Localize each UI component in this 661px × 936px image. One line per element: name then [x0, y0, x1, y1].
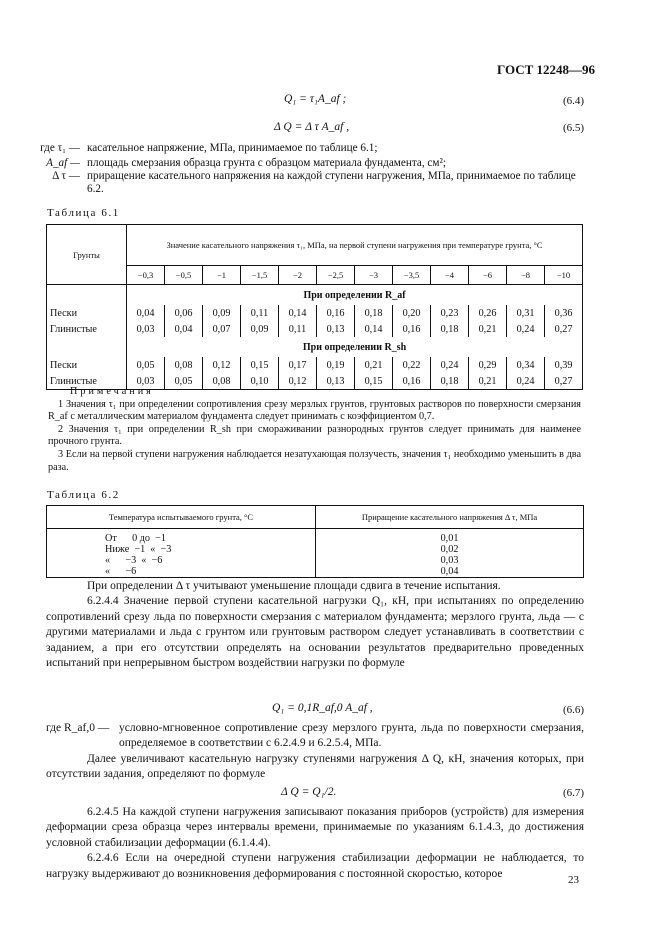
table-6-1-caption: Таблица 6.1: [47, 207, 120, 219]
legend-symbol: где τ₁ —: [40, 142, 80, 154]
soil-name: Глинистые: [47, 373, 127, 390]
table-cell: 0,06: [165, 305, 203, 321]
table-row: [47, 321, 583, 337]
table-cell: 0,05: [127, 357, 165, 373]
paragraph: При определении Δ τ учитывают уменьшение площади сдвига в течение испытания.: [87, 580, 501, 592]
temperature-header: −1: [203, 266, 241, 285]
temperature-range: Ниже −1 « −3: [47, 544, 316, 555]
table-cell: 0,21: [469, 373, 507, 390]
table-row: [47, 305, 583, 321]
page-number: 23: [568, 874, 579, 886]
table-cell: 0,21: [355, 357, 393, 373]
notes-title: Примечания: [70, 386, 154, 397]
legend-text: приращение касательного напряжения на каждой ступени нагружения, МПа, принимаемое по таблице 6.2.: [87, 170, 576, 195]
column-header-shear-stress: Значение касательного напряжения τ₁, МПа, на первой ступени нагружения при температуре грунта, °С: [127, 225, 583, 266]
formula-6-7-number: (6.7): [563, 787, 585, 799]
temperature-range: От 0 до −1: [47, 529, 316, 545]
increment-value: 0,02: [440, 544, 459, 555]
table-cell: 0,19: [317, 357, 355, 373]
column-header-temperature: Температура испытываемого грунта, °С: [47, 506, 316, 529]
table-notes: [48, 386, 581, 474]
temperature-header: −10: [545, 266, 583, 285]
table-cell: 0,21: [469, 321, 507, 337]
table-cell: 0,09: [241, 321, 279, 337]
legend-symbol: Δ τ —: [52, 170, 80, 182]
body-text-3: [46, 805, 584, 882]
paragraph: 6.2.4.6 Если на очередной ступени нагружения стабилизации деформации не наблюдается, то нагрузку выдерживают до возникновения деформирования с постоянной скоростью, которое: [46, 852, 584, 880]
table-cell: 0,18: [431, 373, 469, 390]
standard-header: ГОСТ 12248—96: [497, 62, 596, 77]
table-cell: 0,04: [165, 321, 203, 337]
body-text-2: [46, 752, 584, 783]
table-cell: 0,16: [393, 373, 431, 390]
body-text-1: [46, 579, 584, 671]
paragraph: Далее увеличивают касательную нагрузку ступенями нагружения Δ Q, кН, значения которых, при отсутствии задания, определяют по формуле: [46, 753, 584, 781]
formula-6-5: Δ Q = Δ τ A_af ,: [274, 121, 350, 133]
table-cell: 0,24: [507, 373, 545, 390]
table-cell: 0,08: [203, 373, 241, 390]
table-row: [47, 555, 584, 566]
table-cell: 0,10: [241, 373, 279, 390]
soil-name: Пески: [47, 357, 127, 373]
legend-text: касательное напряжение, МПа, принимаемое по таблице 6.1;: [87, 142, 378, 154]
table-cell: 0,29: [469, 357, 507, 373]
legend-text: площадь смерзания образца грунта с образцом материала фундамента, см²;: [87, 157, 446, 169]
soil-name: Глинистые: [47, 321, 127, 337]
table-cell: 0,03: [127, 321, 165, 337]
column-header-soils: Грунты: [47, 225, 127, 285]
table-cell: 0,04: [127, 305, 165, 321]
table-cell: 0,24: [507, 321, 545, 337]
table-cell: 0,34: [507, 357, 545, 373]
table-cell: 0,07: [203, 321, 241, 337]
column-header-increment: Приращение касательного напряжения Δ τ, МПа: [316, 506, 584, 529]
temperature-header: −8: [507, 266, 545, 285]
table-cell: 0,11: [279, 321, 317, 337]
table-cell: 0,12: [279, 373, 317, 390]
table-cell: 0,12: [203, 357, 241, 373]
table-cell: 0,16: [317, 305, 355, 321]
table-cell: 0,09: [203, 305, 241, 321]
temperature-header: −2: [279, 266, 317, 285]
table-cell: 0,03: [127, 373, 165, 390]
paragraph: 6.2.4.5 На каждой ступени нагружения записывают показания приборов (устройств) для измерения деформации среза образца через интервалы времени, принимаемые по указаниям 6.1.4.3, до достижения условной стабилизации деформации (6.1.4.4).: [46, 806, 584, 849]
temperature-header: −3,5: [393, 266, 431, 285]
symbol-legend: [0, 142, 600, 202]
table-cell: 0,27: [554, 323, 573, 335]
temperature-header: −1,5: [241, 266, 279, 285]
table-cell: 0,08: [165, 357, 203, 373]
table-cell: 0,22: [393, 357, 431, 373]
note-item: 3 Если на первой ступени нагружения наблюдается незатухающая ползучесть, значения τ₁ необходимо уменьшить в два раза.: [48, 448, 581, 473]
table-cell: 0,15: [355, 373, 393, 390]
table-cell: 0,17: [279, 357, 317, 373]
formula-6-7: Δ Q = Q₁/2.: [281, 786, 337, 798]
table-6-2: [46, 505, 584, 578]
table-cell: 0,36: [554, 307, 573, 319]
temperature-header: −6: [469, 266, 507, 285]
increment-value: 0,04: [440, 566, 459, 577]
table-cell: 0,05: [165, 373, 203, 390]
table-cell: 0,24: [431, 357, 469, 373]
note-item: 2 Значения τ₁ при определении R_sh при смораживании разнородных грунтов следует принимать для наименее прочного грунта.: [48, 423, 581, 448]
table-cell: 0,20: [393, 305, 431, 321]
table-cell: 0,11: [241, 305, 279, 321]
legend-text: условно-мгновенное сопротивление срезу мерзлого грунта, льда по поверхности смерзания, определяемое в соответствии с 6.2.4.9 и 6.2.5.4, МПа.: [119, 722, 584, 749]
formula-6-6-number: (6.6): [563, 704, 585, 716]
table-cell: 0,18: [431, 321, 469, 337]
table-cell: 0,14: [355, 321, 393, 337]
temperature-header: −4: [431, 266, 469, 285]
table-6-2-caption: Таблица 6.2: [47, 489, 120, 501]
table-row: [47, 566, 584, 578]
temperature-range: « −6: [47, 566, 316, 578]
table-cell: 0,39: [554, 359, 573, 371]
temperature-range: « −3 « −6: [47, 555, 316, 566]
table-cell: 0,26: [469, 305, 507, 321]
temperature-header: −0,5: [165, 266, 203, 285]
legend-symbol: где R_af,0 —: [46, 722, 110, 734]
table-6-1: [46, 224, 583, 390]
increment-value: 0,01: [440, 533, 459, 544]
table-cell: 0,18: [355, 305, 393, 321]
table-row: [47, 357, 583, 373]
formula-6-4-number: (6.4): [563, 95, 585, 107]
soil-name: Пески: [47, 305, 127, 321]
table-cell: 0,23: [431, 305, 469, 321]
paragraph: 6.2.4.4 Значение первой ступени касательной нагрузки Q₁, кН, при испытаниях по определению сопротивлений срезу льда по поверхности смерзания с материалом фундамента; мерзлого грунта, льда — с другими материалами и льда с грунтом или грунтовым раствором следует устанавливать в соответствии с заданием, а при его отсутствии определять на основании результатов предварительно проведенных испытаний при непрерывном быстром воздействии нагрузки по формуле: [46, 595, 584, 670]
legend-symbol: A_af —: [46, 157, 80, 169]
formula-6-4: Q₁ = τ₁A_af ;: [284, 93, 347, 105]
temperature-header: −0,3: [127, 266, 165, 285]
section-header: При определении R_af: [127, 285, 583, 306]
formula-6-6: Q₁ = 0,1R_af,0 A_af ,: [272, 702, 373, 714]
table-cell: 0,14: [279, 305, 317, 321]
increment-value: 0,03: [440, 555, 459, 566]
table-cell: 0,15: [241, 357, 279, 373]
table-cell: 0,31: [507, 305, 545, 321]
table-cell: 0,27: [554, 375, 573, 387]
table-row: [47, 544, 584, 555]
table-cell: 0,16: [393, 321, 431, 337]
section-header: При определении R_sh: [302, 341, 407, 353]
temperature-header: −3: [355, 266, 393, 285]
temperature-header: −2,5: [317, 266, 355, 285]
table-row: [47, 529, 584, 545]
table-cell: 0,13: [317, 321, 355, 337]
note-item: 1 Значения τ₁ при определении сопротивления срезу мерзлых грунтов, грунтовых растворов по поверхности смерзания R_af с металлическим материалом фундамента следует принимать с коэффициентом 0,7.: [48, 398, 581, 423]
table-cell: 0,13: [317, 373, 355, 390]
formula-6-5-number: (6.5): [563, 122, 585, 134]
